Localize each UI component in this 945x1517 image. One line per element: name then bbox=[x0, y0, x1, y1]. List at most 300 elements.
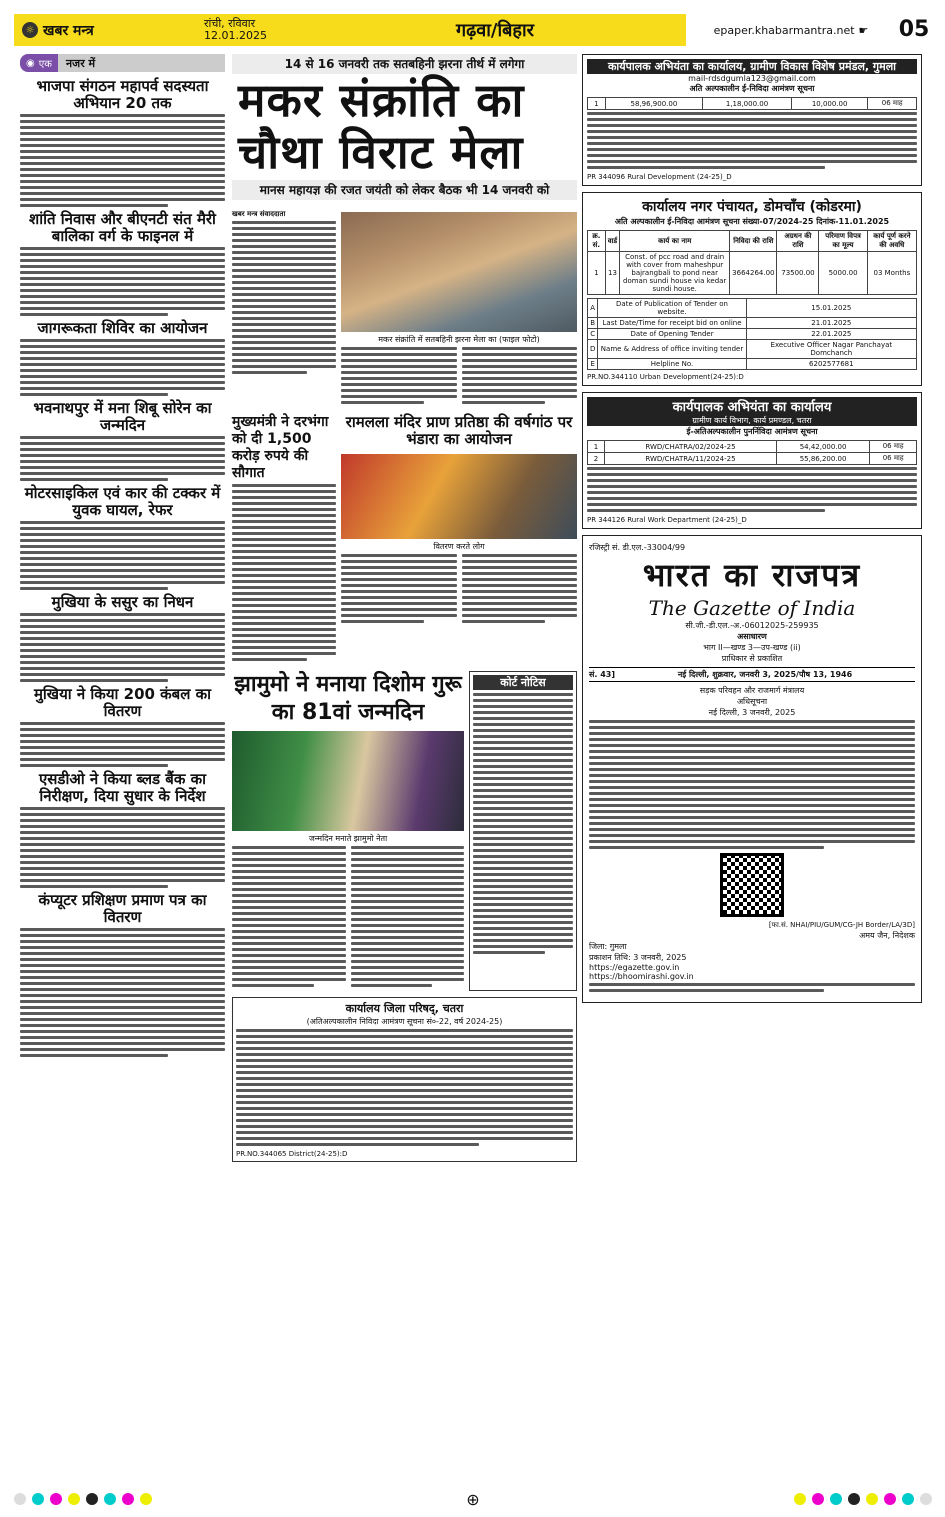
domchanch-sub: अति अल्पकालीन ई-निविदा आमंत्रण सूचना संख्या-07/2024-25 दिनांक-11.01.2025 bbox=[614, 217, 890, 226]
domchanch-table bbox=[587, 230, 917, 295]
color-dots-left bbox=[14, 1493, 152, 1505]
text-line bbox=[20, 873, 225, 876]
text-line bbox=[462, 560, 578, 563]
text-line bbox=[473, 939, 573, 942]
brief-body bbox=[20, 521, 225, 590]
table-cell: 10,000.00 bbox=[791, 98, 867, 110]
text-line bbox=[462, 608, 578, 611]
text-line bbox=[473, 801, 573, 804]
brief-story[interactable] bbox=[20, 771, 225, 888]
text-line bbox=[589, 846, 824, 849]
text-line bbox=[232, 347, 336, 350]
text-line bbox=[20, 557, 225, 560]
text-line bbox=[232, 912, 346, 915]
text-line bbox=[20, 952, 225, 955]
gumla-tender-ad[interactable] bbox=[582, 54, 922, 186]
jmm-story-head: झामुमो ने मनाया दिशोम गुरू का 81वां जन्मदिन bbox=[234, 672, 462, 725]
text-line bbox=[232, 846, 346, 849]
text-line bbox=[20, 1012, 225, 1015]
brand-logo[interactable] bbox=[14, 14, 164, 46]
text-line bbox=[236, 1083, 573, 1086]
text-line bbox=[351, 960, 465, 963]
gazette-code: सी.जी.-डी.एल.-अ.-06012025-259935 bbox=[685, 621, 819, 630]
text-line bbox=[20, 259, 225, 262]
tag-label: नजर में bbox=[58, 54, 225, 72]
text-line bbox=[232, 275, 336, 278]
text-line bbox=[20, 625, 225, 628]
text-line bbox=[236, 1113, 573, 1116]
text-line bbox=[232, 580, 336, 583]
text-line bbox=[232, 924, 346, 927]
text-line bbox=[20, 1024, 225, 1027]
text-line bbox=[236, 1119, 573, 1122]
council-tender-ad[interactable] bbox=[232, 997, 577, 1162]
schedule-cell: 21.01.2025 bbox=[746, 318, 916, 329]
lead-body-3 bbox=[462, 347, 578, 404]
brief-body bbox=[20, 247, 225, 316]
text-line bbox=[236, 1143, 479, 1146]
text-line bbox=[20, 162, 225, 165]
brief-story[interactable] bbox=[20, 400, 225, 481]
text-line bbox=[20, 667, 225, 670]
gazette-body bbox=[589, 720, 915, 849]
table-cell: 73500.00 bbox=[777, 252, 819, 295]
text-line bbox=[232, 371, 307, 374]
text-line bbox=[351, 966, 465, 969]
text-line bbox=[20, 126, 225, 129]
brief-story[interactable] bbox=[20, 320, 225, 396]
text-line bbox=[20, 825, 225, 828]
brief-body bbox=[20, 722, 225, 767]
text-line bbox=[20, 722, 225, 725]
brief-story[interactable] bbox=[20, 78, 225, 207]
text-line bbox=[232, 936, 346, 939]
table-cell: 5000.00 bbox=[819, 252, 867, 295]
text-line bbox=[589, 798, 915, 801]
text-line bbox=[20, 357, 225, 360]
gumla-terms bbox=[587, 112, 917, 169]
text-line bbox=[20, 982, 225, 985]
schedule-cell: Executive Officer Nagar Panchayat Domchanch bbox=[746, 340, 916, 359]
text-line bbox=[473, 711, 573, 714]
headline[interactable] bbox=[232, 74, 577, 178]
text-line bbox=[20, 649, 225, 652]
text-line bbox=[232, 538, 336, 541]
text-line bbox=[20, 764, 168, 767]
text-line bbox=[20, 448, 225, 451]
text-line bbox=[232, 984, 314, 987]
registration-mark-icon: ⊕ bbox=[466, 1489, 480, 1509]
text-line bbox=[20, 879, 225, 882]
text-line bbox=[232, 508, 336, 511]
text-line bbox=[462, 614, 578, 617]
schedule-cell: D bbox=[588, 340, 598, 359]
gazette-signer: अमय जैन, निदेशक bbox=[859, 931, 915, 940]
text-line bbox=[587, 485, 917, 488]
ram-body-2 bbox=[462, 554, 578, 623]
text-line bbox=[462, 554, 578, 557]
text-line bbox=[351, 930, 465, 933]
text-line bbox=[462, 395, 578, 398]
text-line bbox=[589, 738, 915, 741]
cm-story[interactable] bbox=[232, 414, 336, 665]
text-line bbox=[232, 550, 336, 553]
text-line bbox=[236, 1077, 573, 1080]
text-line bbox=[20, 466, 225, 469]
text-line bbox=[351, 900, 465, 903]
table-cell: RWD/CHATRA/11/2024-25 bbox=[605, 453, 777, 465]
briefs-column bbox=[20, 54, 225, 1061]
text-line bbox=[232, 287, 336, 290]
text-line bbox=[351, 894, 465, 897]
text-line bbox=[232, 341, 336, 344]
text-line bbox=[20, 631, 225, 634]
text-line bbox=[232, 852, 346, 855]
brief-headline: मुखिया के ससुर का निधन bbox=[51, 593, 194, 611]
gazette-district: जिला: गुमला bbox=[589, 942, 627, 951]
text-line bbox=[351, 882, 465, 885]
bhandara-photo[interactable] bbox=[341, 454, 577, 539]
date-block bbox=[164, 18, 304, 42]
text-line bbox=[341, 371, 457, 374]
text-line bbox=[236, 1101, 573, 1104]
text-line bbox=[20, 120, 225, 123]
brief-body bbox=[20, 613, 225, 682]
text-line bbox=[232, 586, 336, 589]
text-line bbox=[232, 918, 346, 921]
table-cell: 3664264.00 bbox=[730, 252, 777, 295]
text-line bbox=[232, 876, 346, 879]
epaper-link[interactable] bbox=[686, 14, 896, 46]
text-line bbox=[236, 1137, 573, 1140]
gazette-reg: रजिस्ट्री सं. डी.एल.-33004/99 bbox=[589, 543, 686, 552]
table-row bbox=[588, 453, 917, 465]
text-line bbox=[20, 271, 225, 274]
court-notice-body bbox=[473, 693, 573, 954]
schedule-cell: A bbox=[588, 299, 598, 318]
text-line bbox=[20, 752, 225, 755]
text-line bbox=[20, 192, 225, 195]
text-line bbox=[473, 885, 573, 888]
text-line bbox=[20, 1030, 225, 1033]
text-line bbox=[20, 867, 225, 870]
lead-body-2 bbox=[341, 347, 457, 404]
text-line bbox=[20, 970, 225, 973]
kicker: 14 से 16 जनवरी तक सतबहिनी झरना तीर्थ में लगेगा bbox=[232, 54, 577, 74]
text-line bbox=[351, 864, 465, 867]
brief-story[interactable] bbox=[20, 485, 225, 590]
brief-story[interactable] bbox=[20, 892, 225, 1057]
table-cell: 1 bbox=[588, 98, 606, 110]
domchanch-schedule bbox=[587, 298, 917, 370]
ram-story[interactable] bbox=[341, 414, 577, 665]
text-line bbox=[473, 945, 573, 948]
gazette-no: सं. 43] bbox=[589, 670, 616, 679]
text-line bbox=[20, 861, 225, 864]
text-line bbox=[20, 375, 225, 378]
gumla-email[interactable]: mail-rdsdgumla123@gmail.com bbox=[688, 74, 816, 83]
text-line bbox=[236, 1035, 573, 1038]
text-line bbox=[20, 533, 225, 536]
text-line bbox=[589, 774, 915, 777]
text-line bbox=[232, 888, 346, 891]
gumla-table bbox=[587, 97, 917, 110]
text-line bbox=[473, 879, 573, 882]
jmm-photo[interactable] bbox=[232, 731, 464, 831]
text-line bbox=[20, 1042, 225, 1045]
text-line bbox=[20, 393, 168, 396]
schedule-row bbox=[588, 299, 917, 318]
brief-headline: मुखिया ने किया 200 कंबल का वितरण bbox=[33, 685, 212, 720]
text-line bbox=[341, 395, 457, 398]
text-line bbox=[236, 1059, 573, 1062]
text-line bbox=[589, 768, 915, 771]
text-line bbox=[473, 717, 573, 720]
text-line bbox=[20, 387, 225, 390]
text-line bbox=[232, 604, 336, 607]
text-line bbox=[473, 705, 573, 708]
text-line bbox=[341, 608, 457, 611]
text-line bbox=[20, 661, 225, 664]
text-line bbox=[462, 590, 578, 593]
text-line bbox=[20, 313, 168, 316]
chatra-sub2: ई-अतिअल्पकालीन पुनर्निविदा आमंत्रण सूचना bbox=[686, 427, 818, 436]
text-line bbox=[20, 168, 225, 171]
text-line bbox=[341, 377, 457, 380]
text-line bbox=[351, 906, 465, 909]
city-day: रांची, रविवार bbox=[204, 17, 256, 30]
brief-story[interactable] bbox=[20, 594, 225, 682]
text-line bbox=[232, 864, 346, 867]
text-line bbox=[587, 491, 917, 494]
text-line bbox=[20, 1054, 168, 1057]
text-line bbox=[473, 867, 573, 870]
schedule-row bbox=[588, 340, 917, 359]
text-line bbox=[20, 928, 225, 931]
text-line bbox=[462, 566, 578, 569]
text-line bbox=[589, 756, 915, 759]
byline: खबर मन्त्र संवाददाता bbox=[232, 210, 286, 218]
text-line bbox=[20, 994, 225, 997]
text-line bbox=[232, 652, 336, 655]
table-cell: 13 bbox=[605, 252, 619, 295]
text-line bbox=[462, 572, 578, 575]
text-line bbox=[473, 747, 573, 750]
text-line bbox=[589, 840, 915, 843]
text-line bbox=[20, 132, 225, 135]
text-line bbox=[473, 807, 573, 810]
text-line bbox=[473, 795, 573, 798]
text-line bbox=[232, 598, 336, 601]
cm-story-body bbox=[232, 484, 336, 661]
briefs-tag bbox=[20, 54, 225, 72]
text-line bbox=[473, 873, 573, 876]
text-line bbox=[232, 972, 346, 975]
text-line bbox=[473, 921, 573, 924]
brief-headline: जागरूकता शिविर का आयोजन bbox=[37, 319, 208, 337]
table-cell: 1 bbox=[588, 252, 606, 295]
text-line bbox=[232, 658, 307, 661]
council-sub: (अतिअल्पकालीन निविदा आमंत्रण सूचना सं०-22, वर्ष 2024-25) bbox=[306, 1017, 503, 1026]
text-line bbox=[20, 289, 225, 292]
jmm-story[interactable] bbox=[232, 671, 464, 991]
text-line bbox=[236, 1047, 573, 1050]
council-title: कार्यालय जिला परिषद्, चतरा bbox=[345, 1002, 464, 1015]
text-line bbox=[341, 584, 457, 587]
text-line bbox=[232, 882, 346, 885]
subhead: मानस महायज्ञ की रजत जयंती को लेकर बैठक भी 14 जनवरी को bbox=[232, 180, 577, 200]
text-line bbox=[589, 780, 915, 783]
text-line bbox=[473, 903, 573, 906]
text-line bbox=[20, 1048, 225, 1051]
gumla-sub: अति अल्पकालीन ई-निविदा आमंत्रण सूचना bbox=[689, 84, 815, 93]
council-body bbox=[236, 1029, 573, 1146]
brief-story[interactable] bbox=[20, 686, 225, 767]
text-line bbox=[232, 257, 336, 260]
text-line bbox=[587, 467, 917, 470]
table-cell: 1 bbox=[588, 441, 605, 453]
council-ref: PR.NO.344065 District(24-25):D bbox=[236, 1150, 348, 1158]
lead-body-1 bbox=[232, 221, 336, 374]
text-line bbox=[232, 894, 346, 897]
text-line bbox=[20, 831, 225, 834]
brief-headline: भवनाथपुर में मना शिबू सोरेन का जन्मदिन bbox=[33, 399, 212, 434]
text-line bbox=[20, 186, 225, 189]
text-line bbox=[473, 765, 573, 768]
jmm-caption: जन्मदिन मनाते झामुमो नेता bbox=[308, 834, 388, 843]
table-cell: 03 Months bbox=[867, 252, 916, 295]
bhandara-caption: वितरण करते लोग bbox=[433, 542, 485, 551]
issue-date: 12.01.2025 bbox=[204, 29, 267, 42]
text-line bbox=[20, 734, 225, 737]
text-line bbox=[589, 762, 915, 765]
text-line bbox=[232, 544, 336, 547]
text-line bbox=[351, 888, 465, 891]
lead-text-col1 bbox=[232, 206, 336, 408]
jmm-body-1 bbox=[232, 846, 346, 987]
text-line bbox=[20, 472, 225, 475]
text-line bbox=[20, 758, 225, 761]
text-line bbox=[473, 831, 573, 834]
table-cell: 55,86,200.00 bbox=[776, 453, 869, 465]
text-line bbox=[20, 946, 225, 949]
schedule-cell: Name & Address of office inviting tender bbox=[598, 340, 746, 359]
text-line bbox=[20, 454, 225, 457]
text-line bbox=[20, 144, 225, 147]
text-line bbox=[589, 989, 824, 992]
text-line bbox=[232, 490, 336, 493]
schedule-row bbox=[588, 329, 917, 340]
text-line bbox=[232, 317, 336, 320]
text-line bbox=[473, 735, 573, 738]
table-cell: 06 माह bbox=[870, 441, 917, 453]
text-line bbox=[341, 353, 457, 356]
court-notice[interactable] bbox=[469, 671, 577, 991]
text-line bbox=[232, 323, 336, 326]
brief-body bbox=[20, 928, 225, 1057]
text-line bbox=[232, 960, 346, 963]
text-line bbox=[232, 263, 336, 266]
text-line bbox=[589, 816, 915, 819]
text-line bbox=[20, 728, 225, 731]
domchanch-tender-ad[interactable] bbox=[582, 192, 922, 386]
text-line bbox=[351, 954, 465, 957]
text-line bbox=[20, 295, 225, 298]
brief-body bbox=[20, 807, 225, 888]
text-line bbox=[20, 885, 168, 888]
gazette-part: भाग II—खण्ड 3—उप-खण्ड (ii) bbox=[703, 643, 801, 652]
text-line bbox=[20, 369, 225, 372]
text-line bbox=[587, 136, 917, 139]
ram-body-1 bbox=[341, 554, 457, 623]
text-line bbox=[341, 614, 457, 617]
schedule-cell: Date of Publication of Tender on website. bbox=[598, 299, 746, 318]
table-cell: RWD/CHATRA/02/2024-25 bbox=[605, 441, 777, 453]
column-header: कार्य पूर्ण करने की अवधि bbox=[867, 231, 916, 252]
text-line bbox=[473, 855, 573, 858]
text-line bbox=[473, 759, 573, 762]
gumla-title: कार्यपालक अभियंता का कार्यालय, ग्रामीण विकास विशेष प्रमंडल, गुमला bbox=[587, 59, 917, 74]
text-line bbox=[341, 365, 457, 368]
text-line bbox=[232, 568, 336, 571]
brief-story[interactable] bbox=[20, 211, 225, 316]
column-header: निविदा की राशि bbox=[730, 231, 777, 252]
text-line bbox=[232, 610, 336, 613]
text-line bbox=[232, 574, 336, 577]
text-line bbox=[589, 983, 915, 986]
text-line bbox=[232, 966, 346, 969]
text-line bbox=[20, 527, 225, 530]
text-line bbox=[232, 365, 336, 368]
table-cell: Const. of pcc road and drain with cover from maheshpur bajrangbali to pond near doman sundi house via kedar sundi house. bbox=[620, 252, 730, 295]
column-header: अग्रधन की राशि bbox=[777, 231, 819, 252]
text-line bbox=[20, 964, 225, 967]
text-line bbox=[232, 900, 346, 903]
gazette-notice[interactable] bbox=[582, 535, 922, 1003]
photo-caption: मकर संक्रांति में सतबहिनी झरना मेला का (फाइल फोटो) bbox=[378, 335, 540, 344]
chatra-ref: PR 344126 Rural Work Department (24-25)_D bbox=[587, 516, 747, 524]
gazette-title-hindi: भारत का राजपत्र bbox=[642, 556, 862, 594]
text-line bbox=[587, 497, 917, 500]
text-line bbox=[473, 693, 573, 696]
text-line bbox=[232, 622, 336, 625]
qr-code[interactable] bbox=[720, 853, 784, 917]
brief-headline: शांति निवास और बीएनटी संत मैरी बालिका वर्ग के फाइनल में bbox=[29, 210, 216, 245]
text-line bbox=[341, 359, 457, 362]
chatra-tender-ad[interactable] bbox=[582, 392, 922, 529]
text-line bbox=[473, 753, 573, 756]
text-line bbox=[341, 383, 457, 386]
text-line bbox=[462, 347, 578, 350]
text-line bbox=[341, 578, 457, 581]
text-line bbox=[587, 473, 917, 476]
text-line bbox=[589, 786, 915, 789]
egazette-link[interactable]: https://egazette.gov.in bbox=[589, 963, 680, 972]
text-line bbox=[232, 281, 336, 284]
bhoomirashi-link[interactable]: https://bhoomirashi.gov.in bbox=[589, 972, 694, 981]
text-line bbox=[236, 1089, 573, 1092]
headline-line2: चौथा विराट मेला bbox=[238, 125, 524, 179]
mela-photo[interactable] bbox=[341, 212, 577, 332]
text-line bbox=[232, 628, 336, 631]
text-line bbox=[473, 813, 573, 816]
text-line bbox=[20, 1006, 225, 1009]
text-line bbox=[20, 521, 225, 524]
text-line bbox=[232, 858, 346, 861]
lead-photo-block bbox=[341, 206, 577, 408]
text-line bbox=[232, 502, 336, 505]
main-column bbox=[232, 54, 577, 1162]
